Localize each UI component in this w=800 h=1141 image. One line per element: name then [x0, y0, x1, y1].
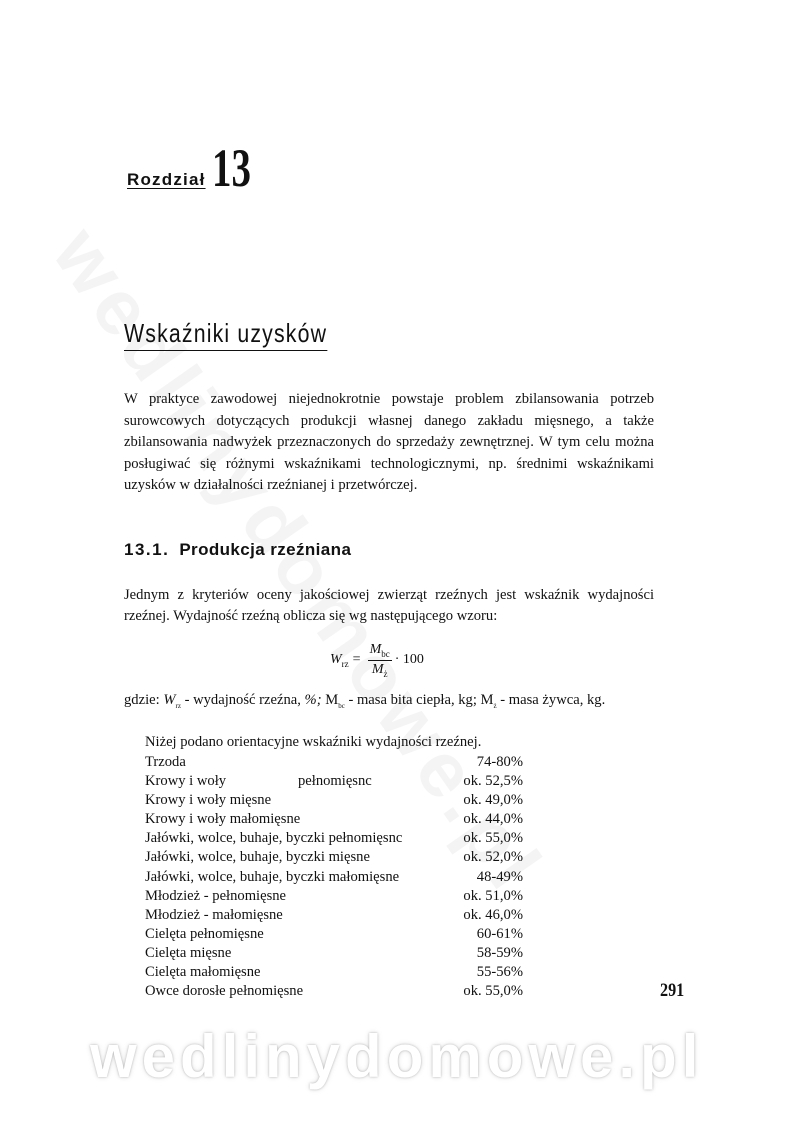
- body-paragraph: Jednym z kryteriów oceny jakościowej zwierząt rzeźnych jest wskaźnik wydajności rzeźnej. Wydajność rzeźną oblicza się wg następującego wzoru:: [124, 587, 654, 624]
- intro-paragraph: W praktyce zawodowej niejednokrotnie powstaje problem zbilansowania potrzeb surowcowych dotyczących produkcji własnej danego zakładu mięsnego, a także zbilansowania nadwyżek przeznaczonych do sprzedaży zewnętrznej. W tym celu można posługiwać się różnymi wskaźnikami technologicznymi, np. średnimi wskaźnikami uzysków w działalności rzeźnianej i przetwórczej.: [124, 391, 654, 493]
- section-title: Produkcja rzeźniana: [179, 540, 352, 559]
- chapter-label: Rozdział: [127, 170, 206, 189]
- row-value: ok. 44,0%: [463, 811, 523, 828]
- formula: [330, 640, 424, 680]
- formula-numerator: $M_{bc}$: [369, 641, 390, 659]
- formula-legend: gdzie: $W_{rz}$ - wydajność rzeźna, %; $M_{bc}$ - masa bita ciepła, kg; $M_ż$ - masa żywca, kg.: [124, 692, 606, 710]
- row-value: ok. 55,0%: [463, 983, 523, 1000]
- table-row: [145, 963, 523, 982]
- row-name: Cielęta mięsne: [145, 944, 232, 961]
- section-number: 13.1.: [124, 540, 170, 559]
- formula-denominator: $M_ż$: [371, 661, 388, 679]
- formula-fraction: [368, 642, 392, 679]
- row-value: ok. 55,0%: [463, 830, 523, 847]
- row-qualifier: pełnomięsnc: [298, 773, 372, 790]
- row-name: Trzoda: [145, 754, 186, 770]
- row-name: Młodzież - pełnomięsne: [145, 887, 287, 904]
- row-value: 48-49%: [476, 868, 523, 885]
- row-name: Cielęta pełnomięsne: [145, 925, 264, 942]
- section-heading: [124, 540, 351, 560]
- formula-equals: =: [352, 652, 361, 667]
- table-row: [145, 925, 523, 944]
- row-name: Krowy i woły: [145, 773, 227, 790]
- list-intro: Niżej podano orientacyjne wskaźniki wydajności rzeźnej.: [145, 734, 482, 750]
- row-value: ok. 46,0%: [463, 906, 523, 923]
- table-row: [145, 906, 523, 925]
- formula-lhs: $W_{rz}$: [330, 651, 349, 669]
- table-row: [145, 944, 523, 963]
- row-value: ok. 51,0%: [463, 887, 523, 904]
- row-value: ok. 49,0%: [463, 792, 523, 809]
- row-name: Owce dorosłe pełnomięsne: [145, 983, 304, 1000]
- row-name: Jałówki, wolce, buhaje, byczki pełnomięsnc: [145, 830, 403, 847]
- table-row: [145, 810, 523, 829]
- table-row: [145, 829, 523, 848]
- row-value: ok. 52,0%: [463, 849, 523, 866]
- yield-table: [145, 753, 523, 1001]
- formula-multiplier: · 100: [394, 652, 424, 667]
- chapter-number: 13: [212, 138, 251, 198]
- table-row: [145, 887, 523, 906]
- row-name: Jałówki, wolce, buhaje, byczki małomięsne: [145, 868, 400, 885]
- table-row: [145, 982, 523, 1001]
- row-name: Krowy i woły mięsne: [145, 792, 272, 809]
- row-value: 55-56%: [476, 964, 523, 981]
- row-value: ok. 52,5%: [463, 773, 523, 790]
- row-name: Jałówki, wolce, buhaje, byczki mięsne: [145, 849, 370, 866]
- row-name: Cielęta małomięsne: [145, 964, 261, 981]
- table-row: [145, 868, 523, 887]
- table-row: [145, 772, 523, 791]
- row-value: 74-80%: [476, 754, 523, 770]
- row-value: 58-59%: [476, 944, 523, 961]
- bottom-watermark: wedlinydomowe.pl: [90, 1023, 704, 1090]
- row-name: Młodzież - małomięsne: [145, 906, 283, 923]
- page-number: 291: [660, 980, 685, 1001]
- table-row: [145, 848, 523, 867]
- row-value: 60-61%: [476, 925, 523, 942]
- table-row: [145, 753, 523, 772]
- table-row: [145, 791, 523, 810]
- row-name: Krowy i woły małomięsne: [145, 811, 301, 828]
- page-title: Wskaźniki uzysków: [124, 318, 327, 351]
